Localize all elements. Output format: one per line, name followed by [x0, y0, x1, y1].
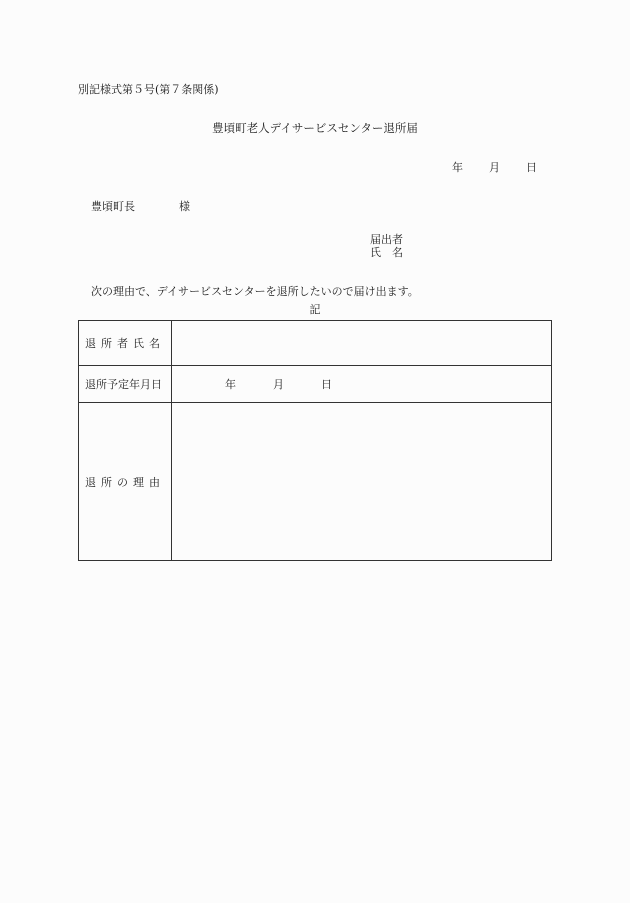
submission-date — [452, 159, 537, 175]
applicant-block — [370, 233, 403, 259]
withdrawer-name-label: 退所者氏名 — [79, 321, 172, 366]
withdrawal-reason-label: 退所の理由 — [79, 403, 172, 561]
form-number: 別記様式第５号(第７条関係) — [78, 83, 219, 96]
table-row-withdrawal-reason — [79, 403, 552, 561]
statement: 次の理由で、デイサービスセンターを退所したいので届け出ます。 — [91, 285, 419, 298]
withdrawal-reason-field[interactable] — [172, 403, 552, 561]
date-month-label: 月 — [489, 161, 500, 174]
addressee — [91, 198, 190, 214]
addressee-honorific: 様 — [179, 200, 190, 213]
withdrawal-date-day: 日 — [321, 378, 332, 391]
withdrawal-date-month: 月 — [273, 378, 284, 391]
withdrawal-form-table — [78, 320, 552, 561]
table-row-withdrawal-date — [79, 366, 552, 403]
date-year-label: 年 — [452, 161, 463, 174]
date-day-label: 日 — [526, 161, 537, 174]
ki-heading: 記 — [309, 303, 321, 316]
table-row-withdrawer-name — [79, 321, 552, 366]
withdrawal-date-year: 年 — [225, 378, 236, 391]
document-title: 豊頃町老人デイサービスセンター退所届 — [212, 121, 418, 135]
withdrawer-name-field[interactable] — [172, 321, 552, 366]
addressee-name: 豊頃町長 — [91, 200, 135, 213]
applicant-name-label: 氏 名 — [370, 246, 403, 259]
withdrawal-date-field[interactable] — [172, 366, 552, 403]
withdrawal-date-label: 退所予定年月日 — [79, 366, 172, 403]
applicant-label: 届出者 — [370, 233, 403, 246]
